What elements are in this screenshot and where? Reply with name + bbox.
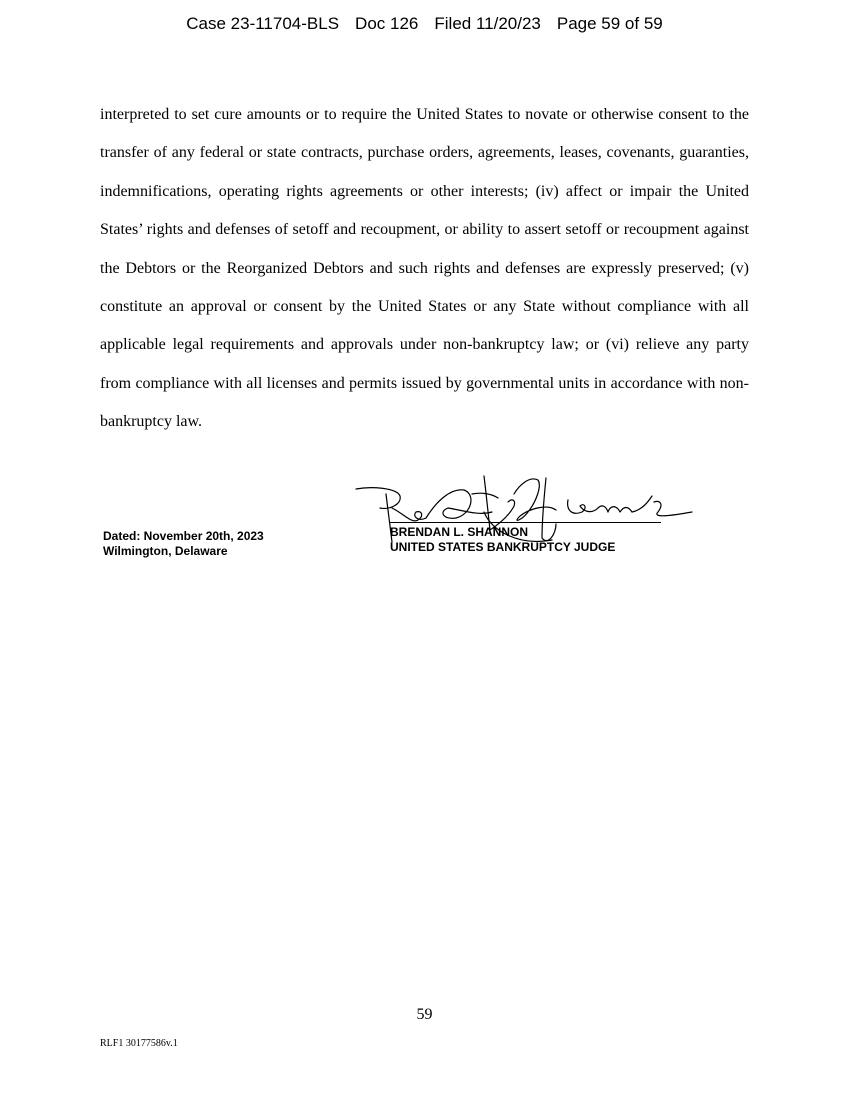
case-number: Case 23-11704-BLS — [186, 14, 340, 33]
location-line: Wilmington, Delaware — [103, 544, 228, 558]
page-indicator: Page 59 of 59 — [556, 14, 663, 33]
dated-block — [103, 529, 264, 559]
judge-block — [390, 525, 615, 555]
dated-line: Dated: November 20th, 2023 — [103, 529, 264, 543]
filed-date: Filed 11/20/23 — [434, 14, 541, 33]
judge-title: UNITED STATES BANKRUPTCY JUDGE — [390, 540, 616, 554]
judge-name: BRENDAN L. SHANNON — [390, 525, 528, 539]
signature-line — [389, 522, 661, 523]
doc-number: Doc 126 — [355, 14, 419, 33]
page-number: 59 — [416, 1006, 433, 1023]
case-header — [0, 14, 849, 34]
order-paragraph: interpreted to set cure amounts or to require the United States to novate or otherwise consent to the transfer of any federal or state contracts, purchase orders, agreements, leases, covenants, guaranties, indemnifications, operating rights agreements or other interests; (iv) affect or impair the United States’ rights and defenses of setoff and recoupment, or ability to assert setoff or recoupment against the Debtors or the Reorganized Debtors and such rights and defenses are expressly preserved; (v) constitute an approval or consent by the United States or any State without compliance with all applicable legal requirements and approvals under non-bankruptcy law; or (vi) relieve any party from compliance with all licenses and permits issued by governmental units in accordance with non-bankruptcy law. — [100, 106, 749, 431]
document-id: RLF1 30177586v.1 — [100, 1038, 178, 1049]
